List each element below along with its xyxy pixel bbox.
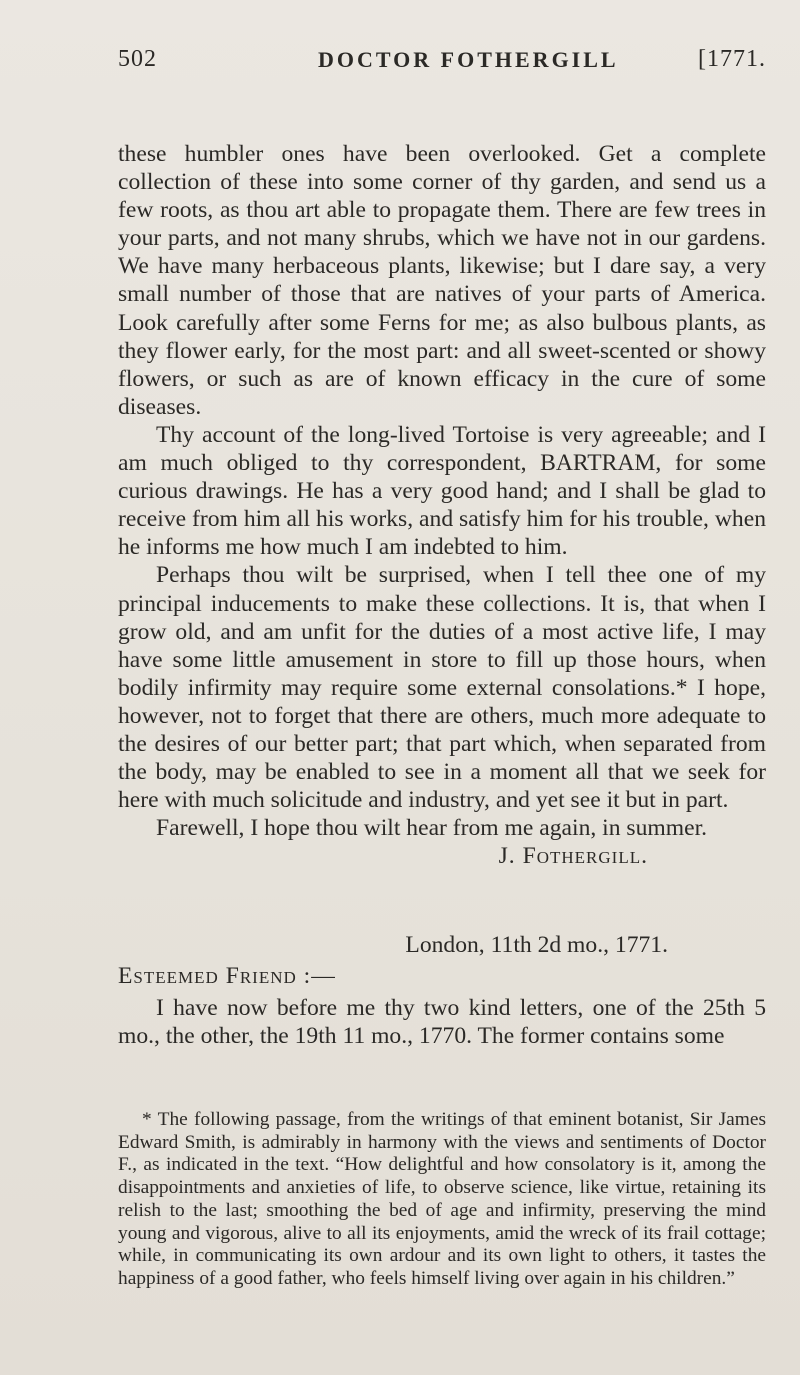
paragraph-2: Thy account of the long-lived Tortoise is very agreeable; and I am much obliged to thy correspondent, BARTRAM, for some curious drawings. He has a very good hand; and I shall be glad to receive from him all his works, and satisfy him for his trouble, when he informs me how much I am indebted to him.: [118, 421, 766, 561]
second-letter-body: [118, 994, 766, 1050]
footnote-text: * The following passage, from the writings of that eminent botanist, Sir James Edward Smith, is admirably in harmony with the views and sentiments of Doctor F., as indicated in the text. “How delightful and how consolatory is it, among the disappointments and anxieties of life, to observe science, like virtue, retaining its relish to the last; smoothing the bed of age and infirmity, preserving the mind young and vigorous, alive to all its enjoyments, amid the wreck of its frail cottage; while, in communicating its own ardour and its own light to others, it tastes the happiness of a good father, who feels himself living over again in his children.”: [118, 1109, 766, 1289]
footnote: [118, 1109, 766, 1291]
header-year: [1771.: [698, 46, 766, 72]
salutation-text: Esteemed Friend :—: [118, 963, 336, 989]
letter-dateline: London, 11th 2d mo., 1771.: [405, 932, 668, 958]
signature: J. Fothergill.: [498, 843, 648, 870]
page-number: 502: [118, 46, 157, 72]
paragraph-4: Farewell, I hope thou wilt hear from me again, in summer.: [156, 815, 708, 842]
paragraph-1: these humbler ones have been overlooked. Get a complete collection of these into some corner of thy garden, and send us a few roots, as thou art able to propagate them. There are few trees in your parts, and not many shrubs, which we have not in our gardens. We have many herbaceous plants, likewise; but I dare say, a very small number of those that are natives of your parts of America. Look carefully after some Ferns for me; as also bulbous plants, as they flower early, for the most part: and all sweet-scented or showy flowers, or such as are of known efficacy in the cure of some diseases.: [118, 141, 766, 420]
paragraph-3: Perhaps thou wilt be surprised, when I tell thee one of my principal inducements to make these collections. It is, that when I grow old, and am unfit for the duties of a most active life, I may have some little amusement in store to fill up those hours, when bodily infirmity may require some external consolations.* I hope, however, not to forget that there are others, much more adequate to the desires of our better part; that part which, when separated from the body, may be enabled to see in a moment all that we seek for here with much solicitude and industry, and yet see it but in part.: [118, 562, 766, 814]
salutation: [118, 962, 766, 990]
running-title: DOCTOR FOTHERGILL: [318, 47, 619, 72]
page-header: [118, 46, 766, 80]
letter-body: [118, 140, 766, 870]
second-letter-paragraph: I have now before me thy two kind letters, one of the 25th 5 mo., the other, the 19th 11 mo., 1770. The former contains some: [118, 995, 766, 1050]
